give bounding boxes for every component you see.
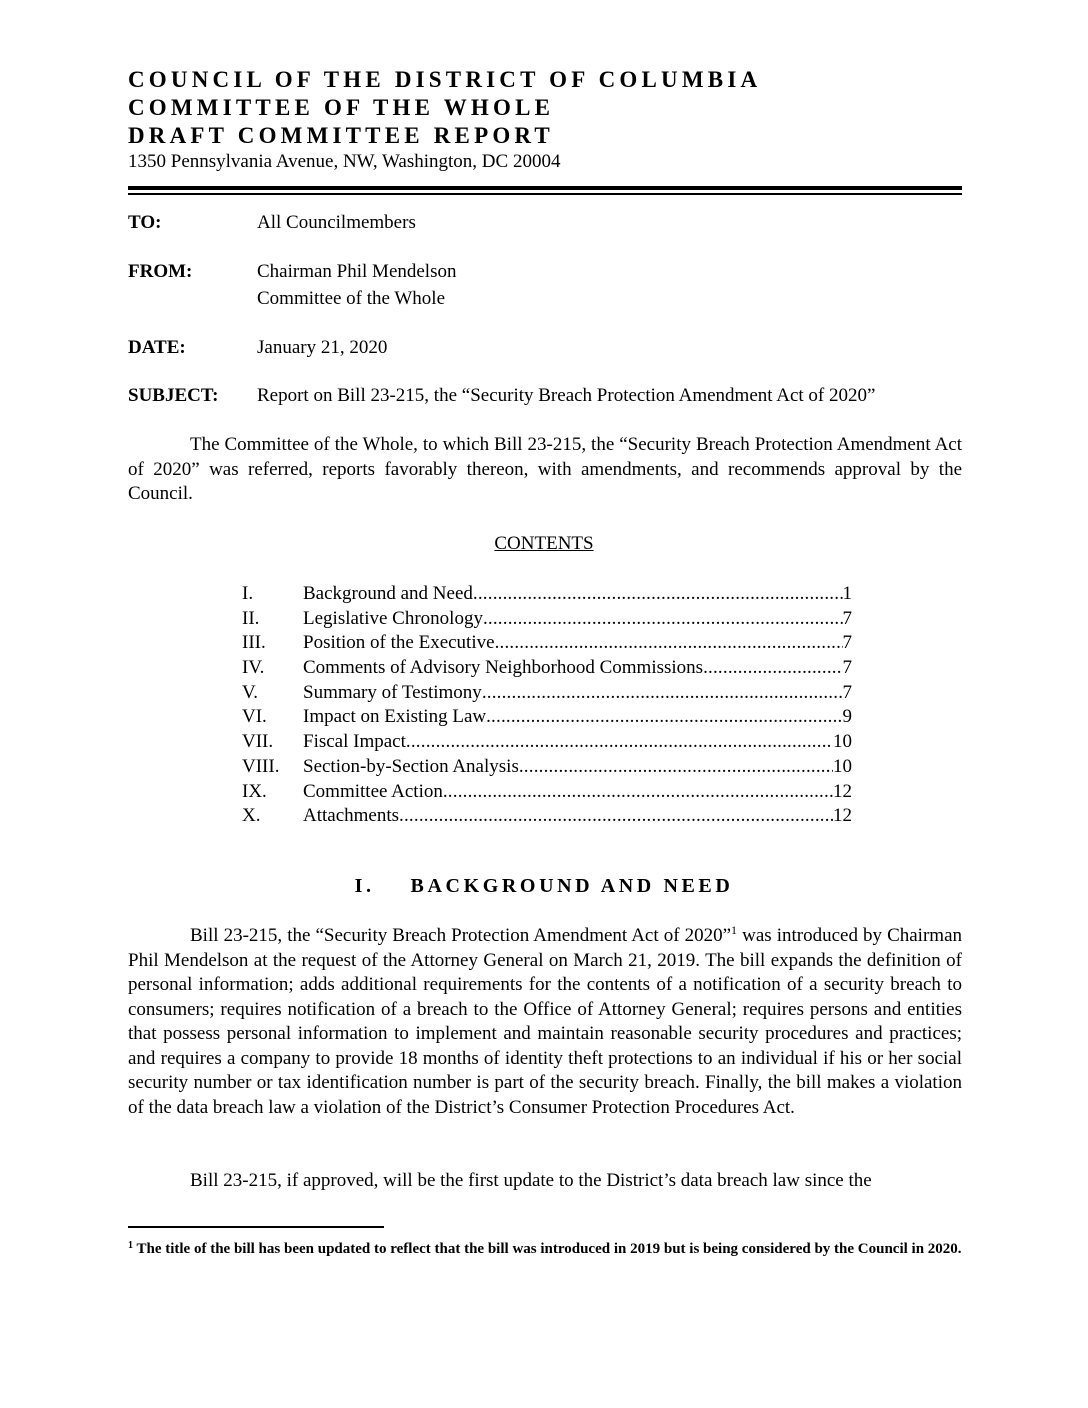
footnote-mark: 1 [128, 1240, 133, 1251]
toc-entry-page: 1 [842, 583, 852, 604]
toc-entry-page: 7 [842, 632, 852, 654]
intro-paragraph [128, 433, 962, 507]
toc-entry-leader [486, 705, 842, 730]
toc-entry-number: VI. [242, 706, 267, 728]
memo-date-value: January 21, 2020 [257, 337, 388, 358]
section-heading [0, 876, 1088, 896]
background-paragraph-1-start: Bill 23-215, the “Security Breach Protection Amendment Act of 2020” [190, 925, 732, 946]
toc-entry-title: Position of the Executive [303, 632, 495, 654]
memo-to-value: All Councilmembers [257, 212, 416, 233]
memo-from-value-committee: Committee of the Whole [257, 288, 446, 309]
toc-entry-number: VII. [242, 731, 274, 753]
toc-entry[interactable] [242, 582, 852, 607]
memo-subject-value: Report on Bill 23-215, the “Security Breach Protection Amendment Act of 2020” [257, 385, 876, 406]
toc-entry-number: X. [242, 805, 261, 827]
toc-entry[interactable] [242, 656, 852, 681]
memo-subject-label: SUBJECT: [128, 385, 219, 406]
footnote [128, 1240, 962, 1259]
header-report-type: DRAFT COMMITTEE REPORT [128, 123, 554, 148]
table-of-contents [242, 582, 852, 829]
toc-entry-leader [443, 780, 833, 805]
toc-entry-number: IV. [242, 657, 265, 679]
toc-entry-leader [483, 607, 843, 632]
intro-paragraph-text: The Committee of the Whole, to which Bill 23-215, the “Security Breach Protection Amendment Act of 2020” was referred, reports favorably thereon, with amendments, and recommends approval by the Council. [128, 434, 962, 504]
toc-entry-title: Committee Action [303, 780, 443, 802]
toc-entry-leader [473, 582, 843, 607]
header-rule-thick [128, 186, 962, 190]
toc-entry[interactable] [242, 705, 852, 730]
toc-entry-number: VIII. [242, 755, 280, 777]
memo-to-label: TO: [128, 212, 162, 233]
background-paragraph-2 [128, 1169, 962, 1194]
footnote-reference[interactable]: 1 [731, 923, 738, 937]
toc-entry-number: IX. [242, 780, 267, 802]
toc-entry-page: 10 [833, 755, 852, 777]
toc-entry-leader [406, 730, 833, 755]
toc-entry-leader [519, 755, 833, 780]
toc-entry-title: Legislative Chronology [303, 607, 483, 629]
toc-entry-number: III. [242, 632, 266, 654]
memo-from-value-name: Chairman Phil Mendelson [257, 261, 457, 282]
toc-entry[interactable] [242, 804, 852, 829]
toc-entry-title: Summary of Testimony [303, 681, 482, 703]
toc-entry-leader [482, 681, 843, 706]
header-address: 1350 Pennsylvania Avenue, NW, Washington, DC 20004 [128, 151, 561, 172]
header-committee-name: COMMITTEE OF THE WHOLE [128, 95, 555, 120]
toc-entry-title: Attachments [303, 805, 400, 827]
toc-entry-number: I. [242, 583, 254, 604]
toc-entry-page: 7 [842, 607, 852, 629]
toc-entry-page: 12 [833, 805, 852, 827]
toc-entry-leader [495, 631, 843, 656]
toc-entry-title: Fiscal Impact [303, 731, 406, 753]
toc-entry[interactable] [242, 755, 852, 780]
toc-entry-number: II. [242, 607, 260, 629]
toc-entry[interactable] [242, 607, 852, 632]
toc-entry-title: Comments of Advisory Neighborhood Commissions [303, 657, 704, 679]
toc-entry-page: 7 [842, 657, 852, 679]
toc-entry-page: 7 [842, 681, 852, 703]
toc-entry-title: Impact on Existing Law [303, 706, 487, 728]
header-council-name: COUNCIL OF THE DISTRICT OF COLUMBIA [128, 67, 762, 92]
memo-from-label: FROM: [128, 261, 193, 282]
toc-entry[interactable] [242, 730, 852, 755]
toc-entry-page: 10 [833, 731, 852, 753]
background-paragraph-2-text: Bill 23-215, if approved, will be the first update to the District’s data breach law since the [190, 1170, 872, 1191]
toc-entry-title: Section-by-Section Analysis [303, 755, 519, 777]
contents-title: CONTENTS [494, 533, 594, 554]
footnote-separator [128, 1226, 384, 1228]
header-rule-thin [128, 193, 962, 195]
footnote-text: The title of the bill has been updated to reflect that the bill was introduced in 2019 but is being considered by the Council in 2020. [133, 1241, 962, 1257]
background-paragraph-1 [128, 924, 962, 1120]
toc-entry-page: 9 [842, 706, 852, 728]
toc-entry-page: 12 [833, 780, 852, 802]
section-number: I. [354, 875, 375, 897]
section-title: BACKGROUND AND NEED [410, 875, 734, 897]
background-paragraph-1-rest: was introduced by Chairman Phil Mendelson at the request of the Attorney General on March 21, 2019. The bill expands the definition of personal information; adds additional requirements for the contents of a notification of a security breach to consumers; requires notification of a breach to the Office of Attorney General; requires persons and entities that possess personal information to implement and maintain reasonable security procedures and practices; and requires a company to provide 18 months of identity theft protections to an individual if his or her social security number or tax identification number is part of the security breach. Finally, the bill makes a violation of the data breach law a violation of the District’s Consumer Protection Procedures Act. [128, 925, 962, 1118]
toc-entry-leader [399, 804, 833, 829]
toc-entry[interactable] [242, 780, 852, 805]
toc-entry-title: Background and Need [303, 583, 473, 604]
toc-entry-number: V. [242, 681, 259, 703]
toc-entry[interactable] [242, 681, 852, 706]
memo-date-label: DATE: [128, 337, 186, 358]
toc-entry-leader [703, 656, 842, 681]
toc-entry[interactable] [242, 631, 852, 656]
